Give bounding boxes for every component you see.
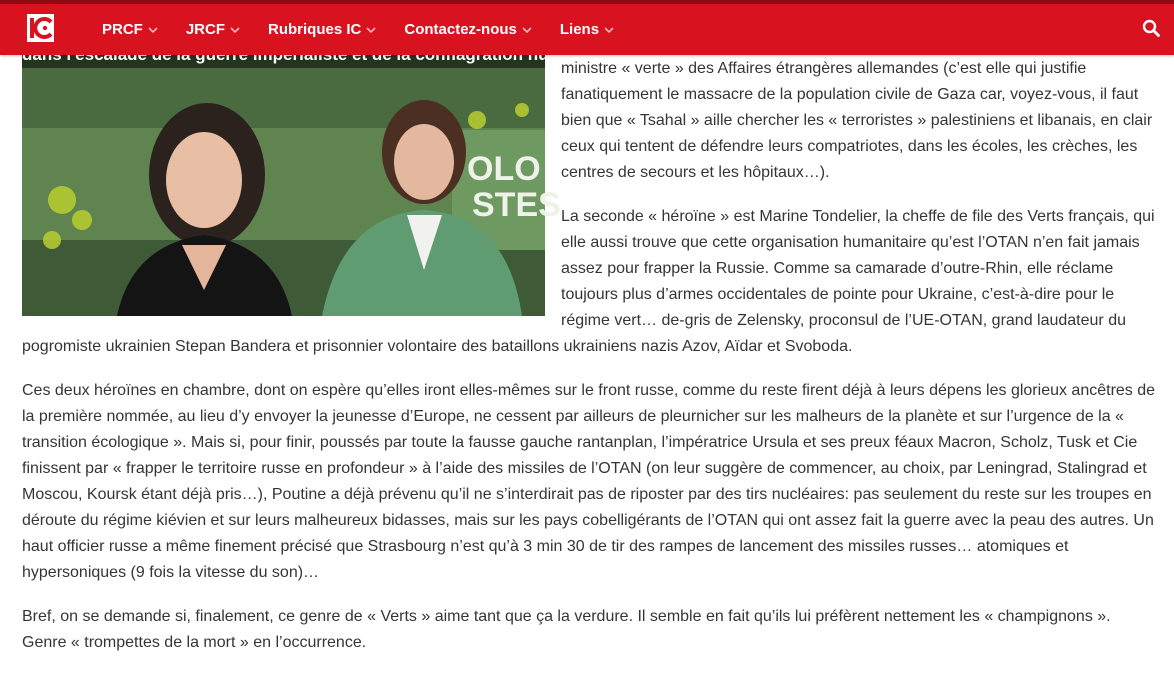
main-menu <box>102 4 642 55</box>
article-paragraph: Bref, on se demande si, finalement, ce genre de « Verts » aime tant que ça la verdure. Il semble en fait qu’ils lui préfèrent nettement les « champignons ». Genre « trompettes de la mort » en l’occurrence. <box>22 608 1111 651</box>
nav-item-jrcf[interactable] <box>186 4 240 55</box>
top-navigation-bar <box>0 0 1174 55</box>
nav-item-rubriques-ic[interactable] <box>268 4 376 55</box>
nav-item-label: Liens <box>559 21 600 38</box>
article-paragraph: Ces deux héroïnes en chambre, dont on espère qu’elles iront elles-mêmes sur le front russe, comme du reste firent déjà à leurs dépens les glorieux ancêtres de la première nommée, au lieu d’y envoyer la jeunesse d’Europe, ne cessent par ailleurs de pleurnicher sur les malheurs de la planète et sur l’urgence de la « transition écologique ». Mais si, pour finir, poussés par toute la fausse gauche rantanplan, l’impératrice Ursula et ses preux féaux Macron, Scholz, Tusk et Cie finissent par « frapper le territoire russe en profondeur » à l’aide des missiles de l’OTAN (on leur suggère de commencer, au choix, par Leningrad, Stalingrad et Moscou, Koursk étant déjà pris…), Poutine a déjà prévenu qu’il ne s’interdirait pas de riposter par des tirs nucléaires: pas seulement du reste sur les troupes en déroute du régime kiévien et sur leurs malheureux bidasses, mais sur les pays cobelligérants de l’OTAN qui ont assez fait la guerre avec la peau des autres. Un haut officier russe a même finement précisé que Strasbourg n’est qu’à 3 min 30 de tir des rampes de lancement des missiles russes… atomiques et hypersoniques (9 fois la vitesse du son)… <box>22 382 1156 581</box>
chevron-down-icon <box>604 25 614 35</box>
article-paragraph: La seconde « héroïne » est Marine Tondelier, la cheffe de file des Verts français, qui elle aussi trouve que cette organisation humanitaire qu’est l’OTAN n’en fait jamais assez pour frapper la Russie. Comme sa camarade d’outre-Rhin, elle réclame toujours plus d’armes occidentales de pointe pour Ukraine, c’est-à-dire pour le régime vert… de-gris de Zelensky, proconsul de l’UE-OTAN, grand laudateur du pogromiste ukrainien Stepan Bandera et prisonnier volontaire des bataillons ukrainiens nazis Azov, Aïdar et Svoboda. <box>22 208 1155 355</box>
chevron-down-icon <box>522 25 532 35</box>
nav-item-label: JRCF <box>185 21 226 38</box>
nav-item-label: Rubriques IC <box>268 21 362 38</box>
search-icon[interactable] <box>1142 19 1160 37</box>
article-body <box>22 56 1159 674</box>
nav-item-contactez-nous[interactable] <box>404 4 532 55</box>
nav-item-label: PRCF <box>102 21 143 38</box>
ic-logo[interactable] <box>27 14 54 42</box>
chevron-down-icon <box>230 25 240 35</box>
image-spacer <box>22 56 561 328</box>
nav-item-liens[interactable] <box>560 4 614 55</box>
article-paragraph: ministre « verte » des Affaires étrangères allemandes (c’est elle qui justifie fanatiquement le massacre de la population civile de Gaza car, voyez-vous, il faut bien que « Tsahal » aille chercher les « terroristes » palestiniens et libanais, en clair ceux qui tentent de défendre leurs compatriotes, dans les écoles, les crèches, les centres de secours et les hôpitaux…). <box>561 60 1153 181</box>
nav-item-label: Contactez-nous <box>404 21 517 38</box>
svg-text:STES: STES <box>472 186 561 224</box>
chevron-down-icon <box>148 25 158 35</box>
svg-text:OLO: OLO <box>467 150 541 188</box>
nav-item-prcf[interactable] <box>102 4 158 55</box>
chevron-down-icon <box>366 25 376 35</box>
